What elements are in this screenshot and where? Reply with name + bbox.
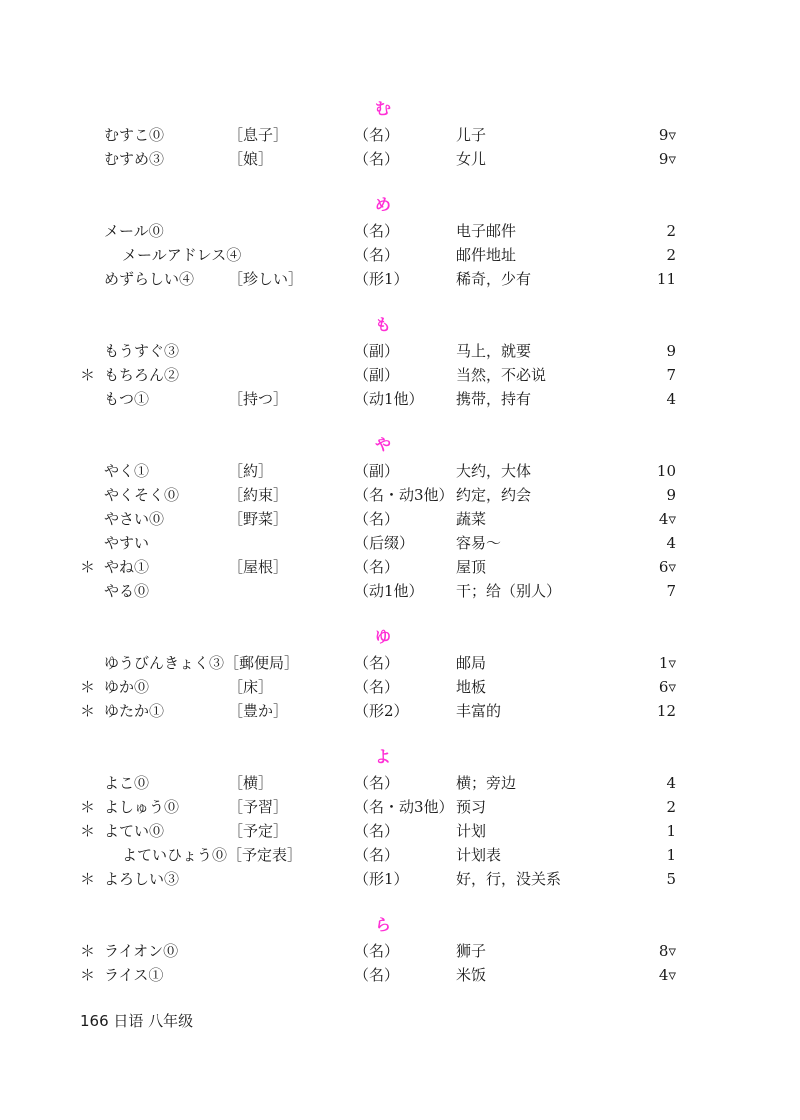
vocab-entry [0, 939, 800, 963]
entry-part-of-speech: （形1） [354, 270, 409, 288]
entry-lesson-number: 6▿ [658, 678, 676, 696]
entry-part-of-speech: （名） [354, 846, 400, 864]
entry-part-of-speech: （名） [354, 150, 400, 168]
entry-kanji: ［横］ [228, 774, 274, 792]
section-5 [0, 743, 800, 891]
entry-part-of-speech: （名） [354, 126, 400, 144]
entry-kana: ゆか⓪ [104, 678, 150, 696]
entry-meaning: 地板 [456, 678, 487, 696]
entry-kana: やさい⓪ [104, 510, 165, 528]
entry-meaning: 计划表 [456, 846, 502, 864]
entry-kana: やすい [104, 534, 150, 552]
entry-lesson-number: 7 [666, 366, 676, 384]
vocab-entry [0, 555, 800, 579]
entry-kana: よていひょう⓪［予定表］ [122, 846, 303, 864]
entry-lesson-number: 9▿ [658, 126, 676, 144]
entry-meaning: 电子邮件 [456, 222, 517, 240]
entry-kana: よこ⓪ [104, 774, 150, 792]
vocab-entry [0, 219, 800, 243]
entry-part-of-speech: （名・动3他） [354, 798, 454, 816]
entry-part-of-speech: （副） [354, 366, 400, 384]
review-star-mark: ＊ [80, 798, 96, 816]
entry-lesson-number: 2 [666, 798, 676, 816]
entry-kanji: ［豊か］ [228, 702, 289, 720]
vocab-entry [0, 483, 800, 507]
entry-part-of-speech: （名） [354, 774, 400, 792]
entry-kana: ゆうびんきょく③［郵便局］ [104, 654, 300, 672]
entry-lesson-number: 6▿ [658, 558, 676, 576]
review-star-mark: ＊ [80, 870, 96, 888]
entry-meaning: 马上，就要 [456, 342, 532, 360]
entry-lesson-number: 9 [666, 486, 676, 504]
review-star-mark: ＊ [80, 942, 96, 960]
entry-lesson-number: 12 [656, 702, 676, 720]
entry-kanji: ［屋根］ [228, 558, 289, 576]
vocab-entry [0, 795, 800, 819]
section-6 [0, 911, 800, 987]
entry-meaning: 干；给（别人） [456, 582, 562, 600]
entry-part-of-speech: （名） [354, 942, 400, 960]
vocab-entry [0, 387, 800, 411]
section-2 [0, 311, 800, 411]
entry-meaning: 屋顶 [456, 558, 487, 576]
section-3 [0, 431, 800, 603]
entry-lesson-number: 9 [666, 342, 676, 360]
entry-meaning: 计划 [456, 822, 487, 840]
entry-meaning: 约定，约会 [456, 486, 532, 504]
vocab-entry [0, 675, 800, 699]
entry-part-of-speech: （后缀） [354, 534, 415, 552]
entry-lesson-number: 10 [656, 462, 676, 480]
entry-kanji: ［床］ [228, 678, 274, 696]
entry-lesson-number: 1 [666, 846, 676, 864]
entry-lesson-number: 1▿ [658, 654, 676, 672]
entry-kana: やね① [104, 558, 150, 576]
entry-kana: やくそく⓪ [104, 486, 180, 504]
entry-part-of-speech: （名・动3他） [354, 486, 454, 504]
vocab-entry [0, 147, 800, 171]
entry-meaning: 狮子 [456, 942, 487, 960]
section-0 [0, 95, 800, 171]
vocab-entry [0, 771, 800, 795]
vocab-entry [0, 243, 800, 267]
entry-kana: よろしい③ [104, 870, 180, 888]
entry-lesson-number: 9▿ [658, 150, 676, 168]
section-kana-header: よ [374, 747, 391, 766]
vocab-entry [0, 363, 800, 387]
entry-part-of-speech: （名） [354, 654, 400, 672]
entry-meaning: 邮局 [456, 654, 487, 672]
entry-part-of-speech: （名） [354, 678, 400, 696]
entry-kanji: ［予習］ [228, 798, 289, 816]
entry-kanji: ［珍しい］ [228, 270, 304, 288]
entry-lesson-number: 5 [666, 870, 676, 888]
entry-lesson-number: 8▿ [658, 942, 676, 960]
entry-lesson-number: 4 [666, 534, 676, 552]
vocab-entry [0, 267, 800, 291]
entry-meaning: 好，行，没关系 [456, 870, 562, 888]
entry-kanji: ［息子］ [228, 126, 289, 144]
review-star-mark: ＊ [80, 678, 96, 696]
entry-lesson-number: 4 [666, 390, 676, 408]
vocab-entry [0, 531, 800, 555]
section-kana-header: ら [374, 915, 391, 934]
entry-meaning: 蔬菜 [456, 510, 487, 528]
entry-part-of-speech: （名） [354, 222, 400, 240]
entry-lesson-number: 11 [656, 270, 676, 288]
entry-kanji: ［持つ］ [228, 390, 289, 408]
vocab-entry [0, 963, 800, 987]
entry-lesson-number: 2 [666, 222, 676, 240]
entry-meaning: 儿子 [456, 126, 487, 144]
review-star-mark: ＊ [80, 702, 96, 720]
entry-lesson-number: 4▿ [658, 510, 676, 528]
vocab-entry [0, 459, 800, 483]
entry-kana: ライオン⓪ [104, 942, 179, 960]
entry-part-of-speech: （名） [354, 558, 400, 576]
entry-meaning: 当然，不必说 [456, 366, 547, 384]
entry-part-of-speech: （名） [354, 510, 400, 528]
entry-meaning: 横；旁边 [456, 774, 517, 792]
section-4 [0, 623, 800, 723]
entry-kana: めずらしい④ [104, 270, 195, 288]
entry-part-of-speech: （名） [354, 246, 400, 264]
entry-kanji: ［娘］ [228, 150, 274, 168]
entry-kana: むすこ⓪ [104, 126, 165, 144]
entry-kanji: ［約］ [228, 462, 274, 480]
entry-meaning: 预习 [456, 798, 487, 816]
entry-lesson-number: 2 [666, 246, 676, 264]
entry-meaning: 邮件地址 [456, 246, 517, 264]
entry-kana: よしゅう⓪ [104, 798, 180, 816]
section-kana-header: や [374, 435, 391, 454]
vocab-entry [0, 819, 800, 843]
entry-lesson-number: 1 [666, 822, 676, 840]
entry-meaning: 容易～ [456, 534, 502, 552]
entry-kana: メールアドレス④ [122, 246, 242, 264]
entry-kana: やく① [104, 462, 150, 480]
entry-kana: ライス① [104, 966, 164, 984]
section-kana-header: む [374, 99, 391, 118]
entry-kana: むすめ③ [104, 150, 165, 168]
vocab-entry [0, 123, 800, 147]
entry-part-of-speech: （副） [354, 342, 400, 360]
entry-lesson-number: 4▿ [658, 966, 676, 984]
page-footer: 166 日语 八年级 [80, 1012, 194, 1030]
entry-part-of-speech: （形1） [354, 870, 409, 888]
vocab-entry [0, 867, 800, 891]
entry-kana: もつ① [104, 390, 150, 408]
entry-part-of-speech: （名） [354, 966, 400, 984]
entry-lesson-number: 7 [666, 582, 676, 600]
entry-meaning: 携带，持有 [456, 390, 532, 408]
entry-lesson-number: 4 [666, 774, 676, 792]
entry-part-of-speech: （形2） [354, 702, 409, 720]
entry-kanji: ［野菜］ [228, 510, 289, 528]
entry-part-of-speech: （动1他） [354, 390, 424, 408]
vocab-entry [0, 507, 800, 531]
review-star-mark: ＊ [80, 558, 96, 576]
review-star-mark: ＊ [80, 366, 96, 384]
review-star-mark: ＊ [80, 822, 96, 840]
entry-part-of-speech: （名） [354, 822, 400, 840]
entry-kanji: ［約束］ [228, 486, 289, 504]
vocab-entry [0, 843, 800, 867]
entry-part-of-speech: （动1他） [354, 582, 424, 600]
entry-kana: よてい⓪ [104, 822, 165, 840]
section-1 [0, 191, 800, 291]
entry-kana: もうすぐ③ [104, 342, 180, 360]
vocab-entry [0, 579, 800, 603]
entry-meaning: 稀奇，少有 [456, 270, 532, 288]
entry-kana: もちろん② [104, 366, 180, 384]
vocab-entry [0, 339, 800, 363]
entry-part-of-speech: （副） [354, 462, 400, 480]
entry-meaning: 丰富的 [456, 702, 502, 720]
review-star-mark: ＊ [80, 966, 96, 984]
section-kana-header: も [374, 315, 391, 334]
entry-meaning: 女儿 [456, 150, 487, 168]
entry-kanji: ［予定］ [228, 822, 289, 840]
vocab-entry [0, 651, 800, 675]
section-kana-header: め [374, 195, 391, 214]
vocab-entry [0, 699, 800, 723]
entry-kana: メール⓪ [104, 222, 164, 240]
entry-kana: ゆたか① [104, 702, 165, 720]
entry-kana: やる⓪ [104, 582, 150, 600]
entry-meaning: 米饭 [456, 966, 487, 984]
section-kana-header: ゆ [374, 627, 391, 646]
entry-meaning: 大约，大体 [456, 462, 532, 480]
